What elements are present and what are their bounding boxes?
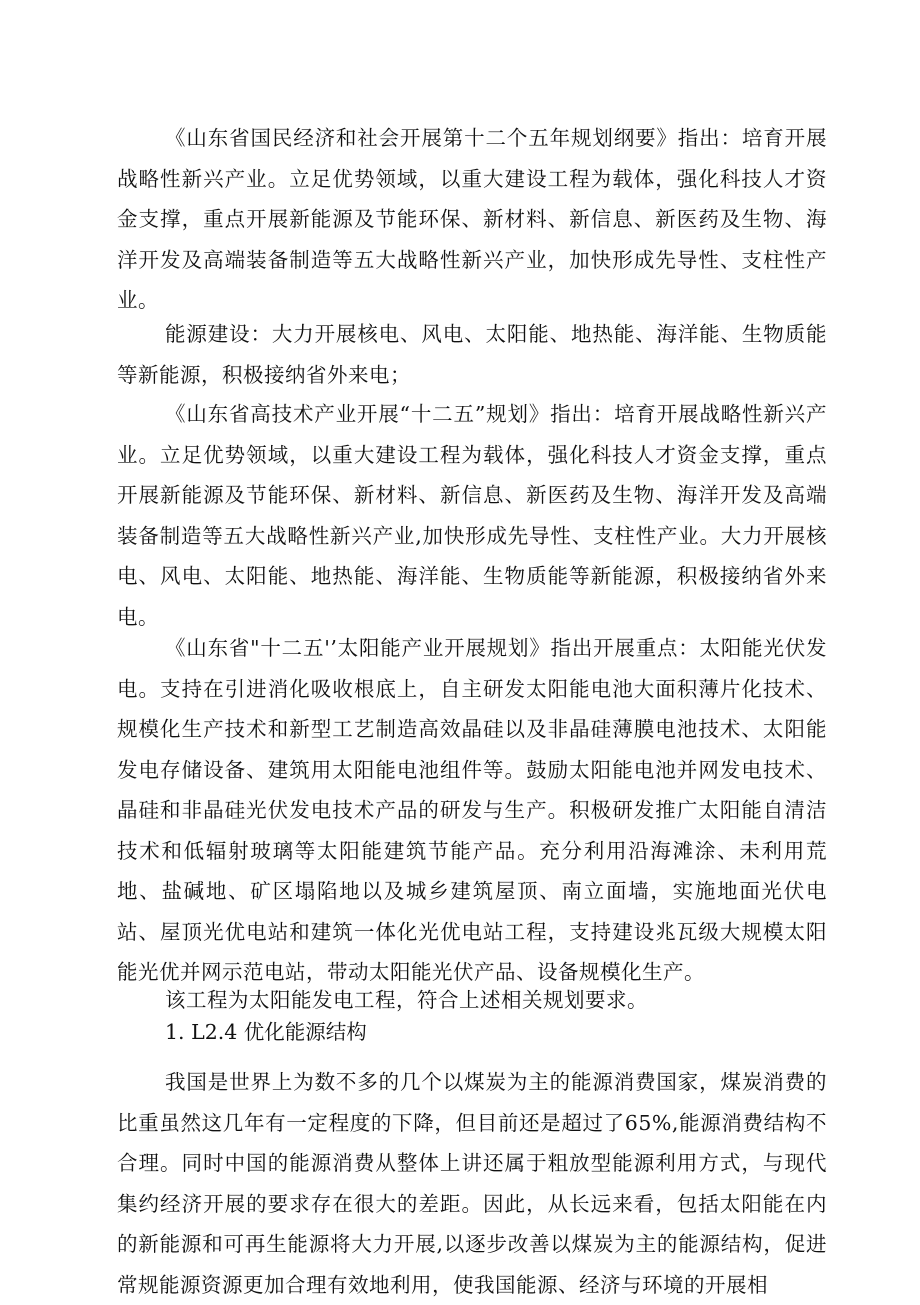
paragraph-high-tech-plan: 《山东省高技术产业开展“十二五”规划》指出：培育开展战略性新兴产业。立足优势领域，以重大建设工程为载体，强化科技人才资金支撑，重点开展新能源及节能环保、新材料、新信息、新医药及生物、海洋开发及高端装备制造等五大战略性新兴产业,加快形成先导性、支柱性产业。大力开展核电、风电、太阳能、地热能、海洋能、生物质能等新能源，积极接纳省外来电。 — [117, 402, 827, 629]
paragraph-energy-structure: 我国是世界上为数不多的几个以煤炭为主的能源消费国家，煤炭消费的比重虽然这几年有一定程度的下降，但目前还是超过了65%,能源消费结构不合理。同时中国的能源消费从整体上讲还属于粗放型能源利用方式，与现代集约经济开展的要求存在很大的差距。因此，从长远来看，包括太阳能在内的新能源和可再生能源将大力开展,以逐步改善以煤炭为主的能源结构，促进常规能源资源更加合理有效地利用，使我国能源、经济与环境的开展相 — [117, 1070, 827, 1297]
paragraph-conformity: 该工程为太阳能发电工程，符合上述相关规划要求。 — [165, 988, 648, 1012]
paragraph-energy-construction: 能源建设：大力开展核电、风电、太阳能、地热能、海洋能、生物质能等新能源，积极接纳省外来电； — [117, 322, 827, 387]
section-heading: 1. L2.4 优化能源结构 — [165, 1020, 367, 1044]
paragraph-provincial-plan: 《山东省国民经济和社会开展第十二个五年规划纲要》指出：培育开展战略性新兴产业。立足优势领域，以重大建设工程为载体，强化科技人才资金支撑，重点开展新能源及节能环保、新材料、新信息、新医药及生物、海洋开发及高端装备制造等五大战略性新兴产业，加快形成先导性、支柱性产业。 — [117, 126, 827, 312]
paragraph-solar-plan: 《山东省"十二五'’太阳能产业开展规划》指出开展重点：太阳能光伏发电。支持在引进消化吸收根底上，自主研发太阳能电池大面积薄片化技术、规模化生产技术和新型工艺制造高效晶硅以及非晶硅薄膜电池技术、太阳能发电存储设备、建筑用太阳能电池组件等。鼓励太阳能电池并网发电技术、晶硅和非晶硅光伏发电技术产品的研发与生产。积极研发推广太阳能自清洁技术和低辐射玻璃等太阳能建筑节能产品。充分利用沿海滩涂、未利用荒地、盐碱地、矿区塌陷地以及城乡建筑屋顶、南立面墙，实施地面光伏电站、屋顶光优电站和建筑一体化光优电站工程，支持建设兆瓦级大规模太阳能光优并网示范电站，带动太阳能光伏产品、设备规模化生产。 — [117, 636, 827, 984]
